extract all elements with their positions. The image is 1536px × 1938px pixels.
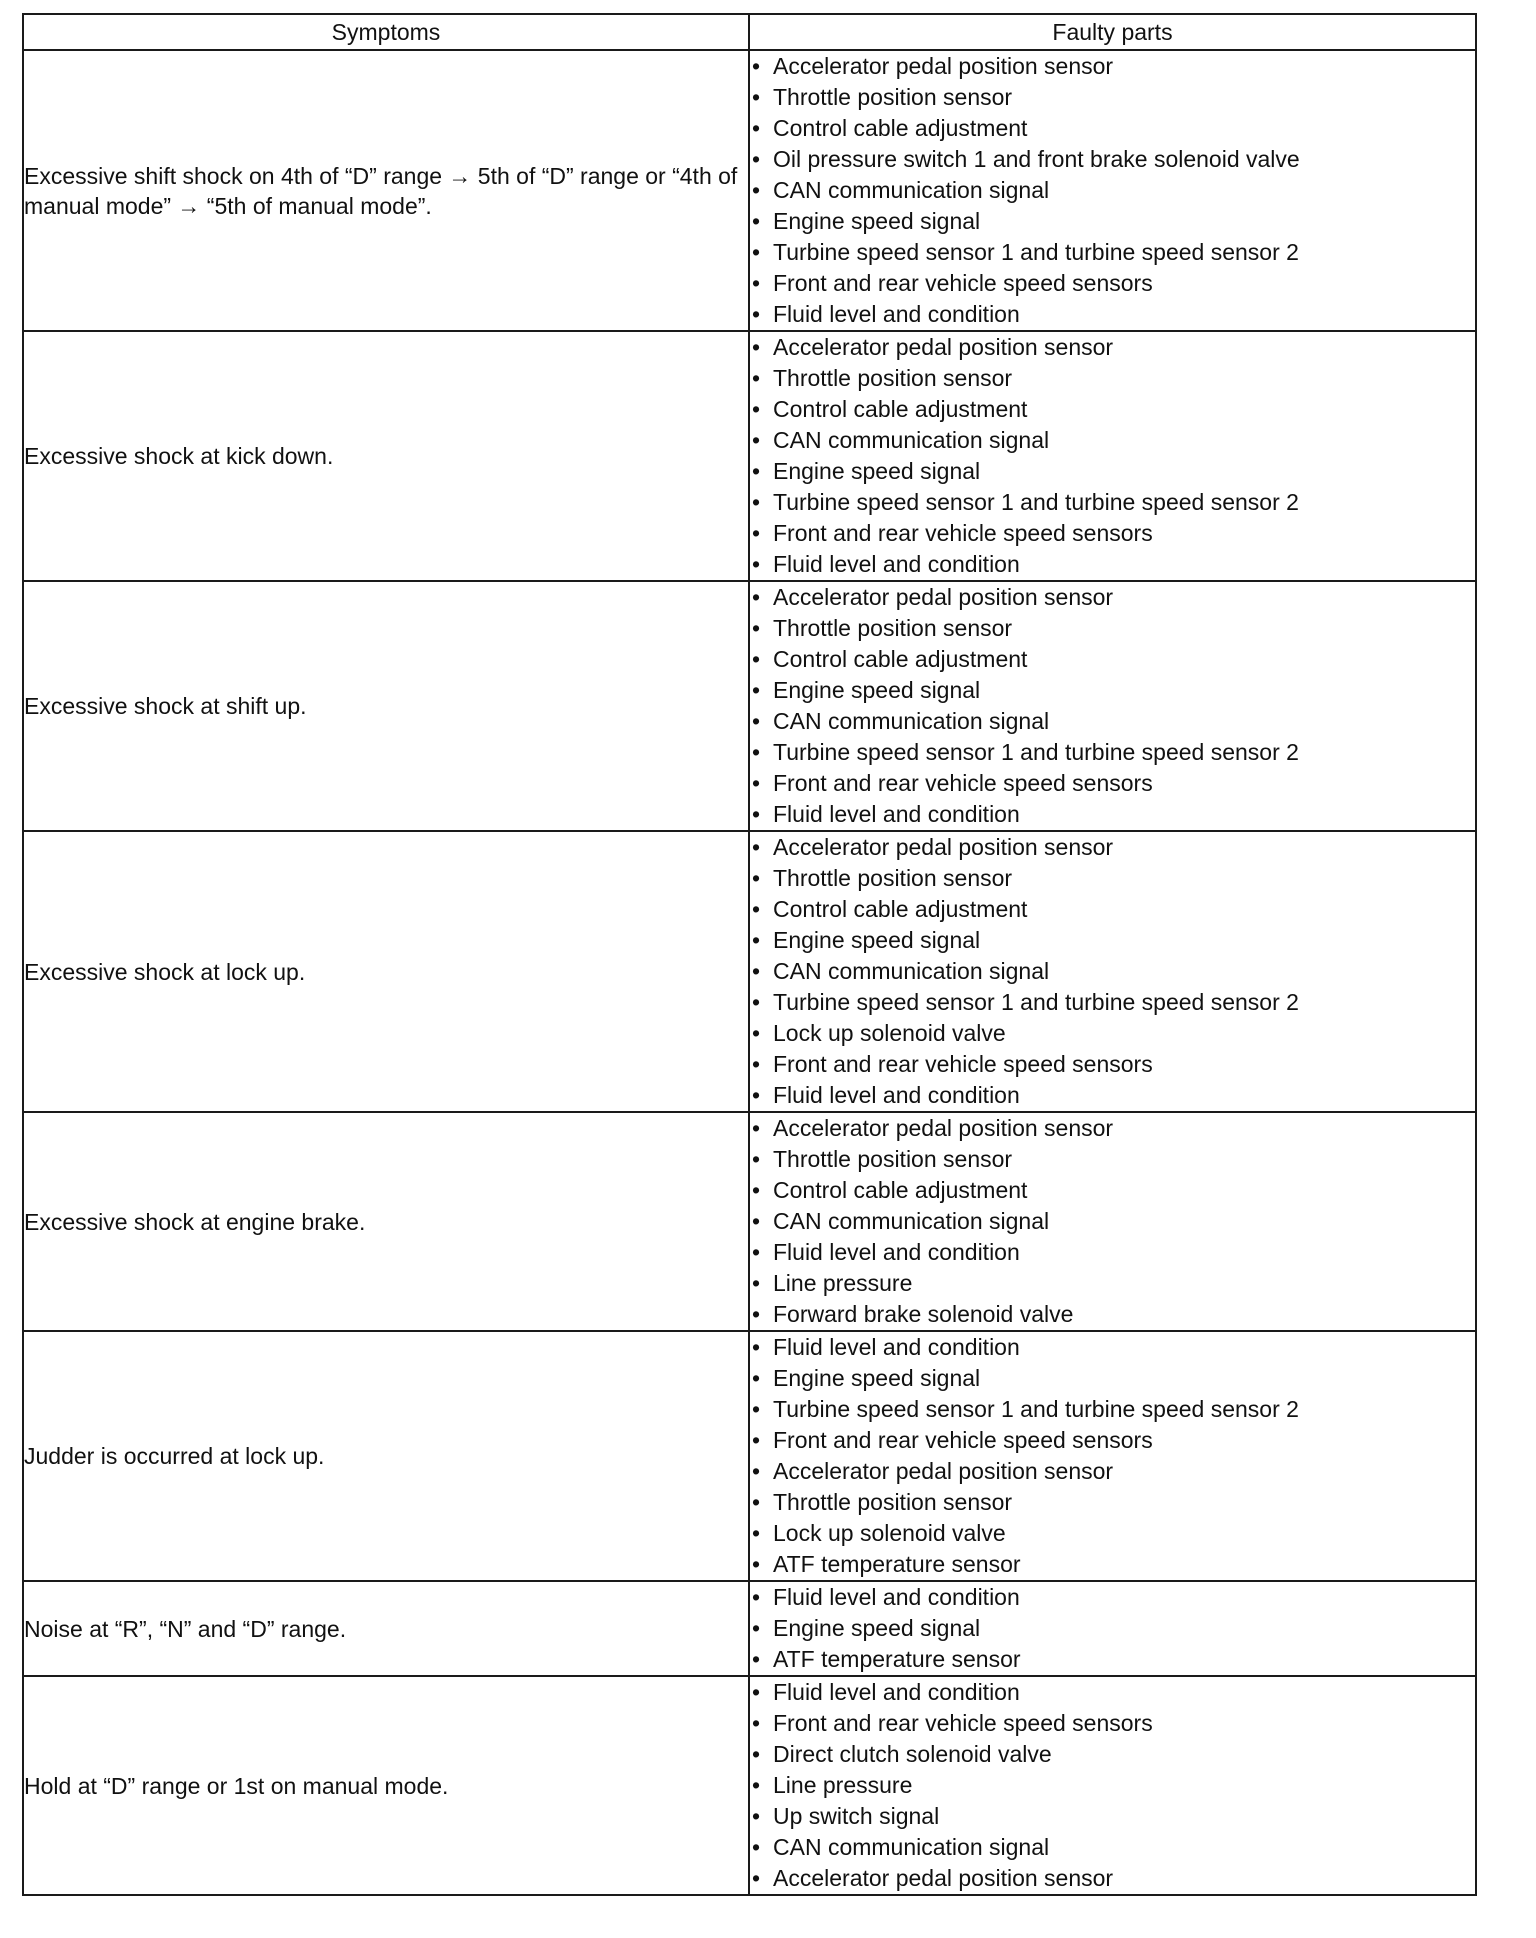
header-row	[23, 14, 1476, 50]
list-item	[750, 1175, 1475, 1206]
faulty-parts-cell	[749, 1581, 1476, 1676]
bullet-icon: •	[752, 1803, 761, 1829]
bullet-icon: •	[752, 646, 761, 672]
faulty-part-label: Engine speed signal	[773, 1365, 981, 1391]
bullet-icon: •	[752, 1741, 761, 1767]
faulty-part-label: Throttle position sensor	[773, 865, 1013, 891]
faulty-part-label: Fluid level and condition	[773, 1239, 1020, 1265]
list-item	[750, 1801, 1475, 1832]
bullet-icon: •	[752, 834, 761, 860]
bullet-icon: •	[752, 896, 761, 922]
bullet-icon: •	[752, 1177, 761, 1203]
list-item	[750, 1206, 1475, 1237]
bullet-icon: •	[752, 770, 761, 796]
faulty-part-label: Fluid level and condition	[773, 1334, 1020, 1360]
bullet-icon: •	[752, 551, 761, 577]
table-row	[23, 50, 1476, 331]
faulty-parts-list	[750, 1582, 1475, 1675]
bullet-icon: •	[752, 1270, 761, 1296]
bullet-icon: •	[752, 739, 761, 765]
faulty-part-label: CAN communication signal	[773, 708, 1050, 734]
list-item	[750, 175, 1475, 206]
faulty-parts-list	[750, 51, 1475, 330]
list-item	[750, 425, 1475, 456]
faulty-part-label: Lock up solenoid valve	[773, 1020, 1006, 1046]
list-item	[750, 613, 1475, 644]
bullet-icon: •	[752, 115, 761, 141]
bullet-icon: •	[752, 1051, 761, 1077]
list-item	[750, 113, 1475, 144]
bullet-icon: •	[752, 1551, 761, 1577]
list-item	[750, 1363, 1475, 1394]
faulty-part-label: Engine speed signal	[773, 208, 981, 234]
faulty-part-label: Fluid level and condition	[773, 551, 1020, 577]
table-row	[23, 581, 1476, 831]
faulty-part-label: CAN communication signal	[773, 427, 1050, 453]
bullet-icon: •	[752, 84, 761, 110]
bullet-icon: •	[752, 1865, 761, 1891]
faulty-part-label: Turbine speed sensor 1 and turbine speed sensor 2	[773, 489, 1299, 515]
symptom-cell: Excessive shift shock on 4th of “D” range → 5th of “D” range or “4th of manual mode” → “5th of manual mode”.	[23, 50, 749, 331]
symptom-faulty-parts-table	[22, 13, 1477, 1896]
faulty-part-label: Control cable adjustment	[773, 396, 1028, 422]
faulty-part-label: Throttle position sensor	[773, 365, 1013, 391]
list-item	[750, 1237, 1475, 1268]
list-item	[750, 675, 1475, 706]
faulty-part-label: Lock up solenoid valve	[773, 1520, 1006, 1546]
bullet-icon: •	[752, 1772, 761, 1798]
faulty-part-label: Accelerator pedal position sensor	[773, 53, 1114, 79]
symptom-cell: Excessive shock at kick down.	[23, 331, 749, 581]
header-faulty-parts: Faulty parts	[749, 14, 1476, 50]
faulty-part-label: ATF temperature sensor	[773, 1551, 1021, 1577]
faulty-parts-list	[750, 332, 1475, 580]
faulty-part-label: CAN communication signal	[773, 958, 1050, 984]
bullet-icon: •	[752, 1020, 761, 1046]
faulty-part-label: Engine speed signal	[773, 677, 981, 703]
list-item	[750, 863, 1475, 894]
faulty-part-label: Front and rear vehicle speed sensors	[773, 1427, 1153, 1453]
bullet-icon: •	[752, 989, 761, 1015]
list-item	[750, 299, 1475, 330]
bullet-icon: •	[752, 53, 761, 79]
list-item	[750, 706, 1475, 737]
faulty-part-label: Oil pressure switch 1 and front brake solenoid valve	[773, 146, 1300, 172]
faulty-part-label: Front and rear vehicle speed sensors	[773, 1710, 1153, 1736]
list-item	[750, 894, 1475, 925]
list-item	[750, 799, 1475, 830]
faulty-parts-cell	[749, 50, 1476, 331]
list-item	[750, 987, 1475, 1018]
list-item	[750, 1018, 1475, 1049]
bullet-icon: •	[752, 1396, 761, 1422]
list-item	[750, 237, 1475, 268]
bullet-icon: •	[752, 458, 761, 484]
faulty-part-label: Fluid level and condition	[773, 1082, 1020, 1108]
faulty-part-label: Fluid level and condition	[773, 1679, 1020, 1705]
list-item	[750, 768, 1475, 799]
list-item	[750, 925, 1475, 956]
faulty-part-label: Turbine speed sensor 1 and turbine speed sensor 2	[773, 1396, 1299, 1422]
bullet-icon: •	[752, 1646, 761, 1672]
list-item	[750, 1425, 1475, 1456]
list-item	[750, 394, 1475, 425]
list-item	[750, 487, 1475, 518]
table-row	[23, 831, 1476, 1112]
list-item	[750, 1487, 1475, 1518]
bullet-icon: •	[752, 239, 761, 265]
faulty-part-label: Throttle position sensor	[773, 84, 1013, 110]
faulty-parts-cell	[749, 1112, 1476, 1331]
list-item	[750, 268, 1475, 299]
bullet-icon: •	[752, 1520, 761, 1546]
faulty-part-label: Front and rear vehicle speed sensors	[773, 520, 1153, 546]
faulty-part-label: Fluid level and condition	[773, 1584, 1020, 1610]
symptom-cell: Hold at “D” range or 1st on manual mode.	[23, 1676, 749, 1895]
bullet-icon: •	[752, 1834, 761, 1860]
faulty-parts-cell	[749, 331, 1476, 581]
faulty-part-label: Throttle position sensor	[773, 1489, 1013, 1515]
faulty-part-label: ATF temperature sensor	[773, 1646, 1021, 1672]
symptom-cell: Excessive shock at engine brake.	[23, 1112, 749, 1331]
faulty-part-label: Engine speed signal	[773, 458, 981, 484]
faulty-part-label: Turbine speed sensor 1 and turbine speed sensor 2	[773, 989, 1299, 1015]
faulty-part-label: Front and rear vehicle speed sensors	[773, 770, 1153, 796]
bullet-icon: •	[752, 1427, 761, 1453]
table-row	[23, 1676, 1476, 1895]
bullet-icon: •	[752, 334, 761, 360]
list-item	[750, 549, 1475, 580]
bullet-icon: •	[752, 1146, 761, 1172]
faulty-part-label: Control cable adjustment	[773, 115, 1028, 141]
bullet-icon: •	[752, 177, 761, 203]
list-item	[750, 332, 1475, 363]
faulty-part-label: Control cable adjustment	[773, 646, 1028, 672]
symptom-cell: Judder is occurred at lock up.	[23, 1331, 749, 1581]
list-item	[750, 1049, 1475, 1080]
bullet-icon: •	[752, 208, 761, 234]
bullet-icon: •	[752, 365, 761, 391]
bullet-icon: •	[752, 865, 761, 891]
list-item	[750, 1613, 1475, 1644]
list-item	[750, 1456, 1475, 1487]
list-item	[750, 1770, 1475, 1801]
bullet-icon: •	[752, 677, 761, 703]
table-row	[23, 1331, 1476, 1581]
list-item	[750, 644, 1475, 675]
table-header	[23, 14, 1476, 50]
bullet-icon: •	[752, 270, 761, 296]
bullet-icon: •	[752, 927, 761, 953]
list-item	[750, 1582, 1475, 1613]
list-item	[750, 1677, 1475, 1708]
faulty-part-label: Control cable adjustment	[773, 896, 1028, 922]
list-item	[750, 82, 1475, 113]
list-item	[750, 956, 1475, 987]
faulty-part-label: Turbine speed sensor 1 and turbine speed sensor 2	[773, 739, 1299, 765]
faulty-part-label: Front and rear vehicle speed sensors	[773, 270, 1153, 296]
symptom-cell: Noise at “R”, “N” and “D” range.	[23, 1581, 749, 1676]
bullet-icon: •	[752, 801, 761, 827]
bullet-icon: •	[752, 1115, 761, 1141]
faulty-part-label: Front and rear vehicle speed sensors	[773, 1051, 1153, 1077]
bullet-icon: •	[752, 489, 761, 515]
faulty-parts-list	[750, 582, 1475, 830]
bullet-icon: •	[752, 396, 761, 422]
list-item	[750, 1394, 1475, 1425]
faulty-part-label: Direct clutch solenoid valve	[773, 1741, 1052, 1767]
faulty-parts-list	[750, 1332, 1475, 1580]
list-item	[750, 1144, 1475, 1175]
list-item	[750, 1644, 1475, 1675]
list-item	[750, 1739, 1475, 1770]
bullet-icon: •	[752, 615, 761, 641]
list-item	[750, 1299, 1475, 1330]
bullet-icon: •	[752, 958, 761, 984]
list-item	[750, 1863, 1475, 1894]
faulty-parts-list	[750, 832, 1475, 1111]
list-item	[750, 456, 1475, 487]
faulty-part-label: Fluid level and condition	[773, 301, 1020, 327]
faulty-part-label: Line pressure	[773, 1270, 913, 1296]
faulty-part-label: Accelerator pedal position sensor	[773, 334, 1114, 360]
faulty-parts-cell	[749, 1676, 1476, 1895]
list-item	[750, 1708, 1475, 1739]
faulty-part-label: Throttle position sensor	[773, 615, 1013, 641]
list-item	[750, 1113, 1475, 1144]
list-item	[750, 518, 1475, 549]
symptom-cell: Excessive shock at shift up.	[23, 581, 749, 831]
faulty-part-label: Accelerator pedal position sensor	[773, 1115, 1114, 1141]
table-body	[23, 50, 1476, 1895]
symptom-cell: Excessive shock at lock up.	[23, 831, 749, 1112]
list-item	[750, 1518, 1475, 1549]
list-item	[750, 582, 1475, 613]
faulty-parts-list	[750, 1677, 1475, 1894]
bullet-icon: •	[752, 520, 761, 546]
bullet-icon: •	[752, 584, 761, 610]
faulty-part-label: CAN communication signal	[773, 1208, 1050, 1234]
faulty-part-label: Accelerator pedal position sensor	[773, 1865, 1114, 1891]
faulty-parts-cell	[749, 1331, 1476, 1581]
bullet-icon: •	[752, 301, 761, 327]
faulty-part-label: Line pressure	[773, 1772, 913, 1798]
faulty-parts-cell	[749, 831, 1476, 1112]
faulty-part-label: Accelerator pedal position sensor	[773, 584, 1114, 610]
faulty-part-label: Throttle position sensor	[773, 1146, 1013, 1172]
bullet-icon: •	[752, 1208, 761, 1234]
bullet-icon: •	[752, 1365, 761, 1391]
list-item	[750, 1549, 1475, 1580]
bullet-icon: •	[752, 1239, 761, 1265]
list-item	[750, 1332, 1475, 1363]
faulty-part-label: Forward brake solenoid valve	[773, 1301, 1074, 1327]
faulty-part-label: Turbine speed sensor 1 and turbine speed sensor 2	[773, 239, 1299, 265]
faulty-part-label: CAN communication signal	[773, 177, 1050, 203]
bullet-icon: •	[752, 1301, 761, 1327]
faulty-part-label: Accelerator pedal position sensor	[773, 834, 1114, 860]
list-item	[750, 1080, 1475, 1111]
faulty-part-label: Accelerator pedal position sensor	[773, 1458, 1114, 1484]
faulty-part-label: Fluid level and condition	[773, 801, 1020, 827]
list-item	[750, 51, 1475, 82]
table-row	[23, 331, 1476, 581]
bullet-icon: •	[752, 1710, 761, 1736]
bullet-icon: •	[752, 1334, 761, 1360]
bullet-icon: •	[752, 708, 761, 734]
list-item	[750, 363, 1475, 394]
faulty-part-label: Control cable adjustment	[773, 1177, 1028, 1203]
faulty-part-label: Up switch signal	[773, 1803, 940, 1829]
list-item	[750, 737, 1475, 768]
faulty-part-label: Engine speed signal	[773, 927, 981, 953]
list-item	[750, 206, 1475, 237]
bullet-icon: •	[752, 1615, 761, 1641]
table-row	[23, 1112, 1476, 1331]
faulty-part-label: CAN communication signal	[773, 1834, 1050, 1860]
bullet-icon: •	[752, 427, 761, 453]
table-row	[23, 1581, 1476, 1676]
header-symptoms: Symptoms	[23, 14, 749, 50]
bullet-icon: •	[752, 1082, 761, 1108]
faulty-part-label: Engine speed signal	[773, 1615, 981, 1641]
list-item	[750, 144, 1475, 175]
list-item	[750, 1268, 1475, 1299]
list-item	[750, 1832, 1475, 1863]
faulty-parts-list	[750, 1113, 1475, 1330]
bullet-icon: •	[752, 1458, 761, 1484]
bullet-icon: •	[752, 146, 761, 172]
faulty-parts-cell	[749, 581, 1476, 831]
bullet-icon: •	[752, 1489, 761, 1515]
list-item	[750, 832, 1475, 863]
bullet-icon: •	[752, 1679, 761, 1705]
bullet-icon: •	[752, 1584, 761, 1610]
